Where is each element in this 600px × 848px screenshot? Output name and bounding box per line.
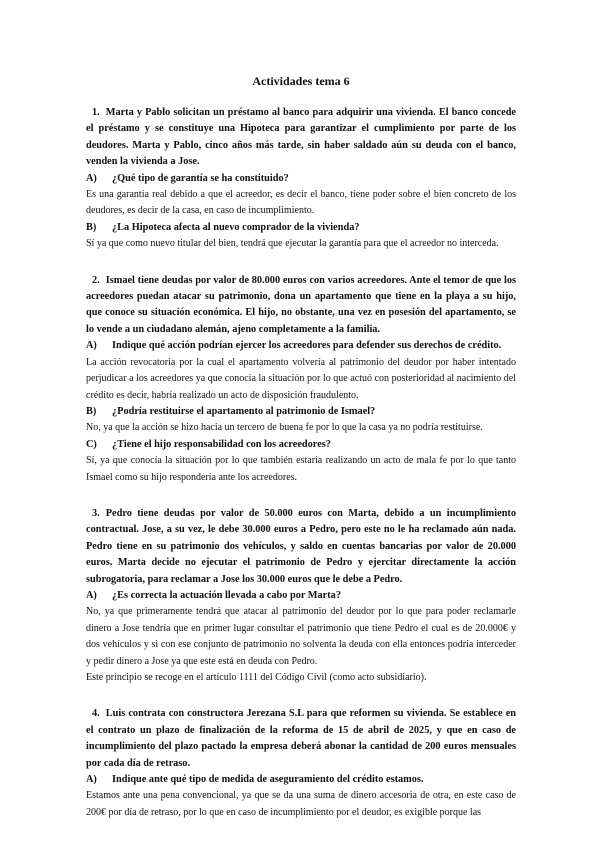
question-3-statement: 3. Pedro tiene deudas por valor de 50.000 euros con Marta, debido a un incumplimiento contractual. Jose, a su vez, le debe 30.000 euros a Pedro, pero este no le ha reclamado aún nada. Pedro tiene en su patrimonio dos vehículos, y saldo en cuentas bancarias por valor de 20.000 euros. Marta decide no ejecutar el patrimonio de Pedro y ejercitar directamente la acción subrogatoria, para reclamar a Jose los 30.000 euros que le debe a Pedro. — [86, 507, 516, 585]
answer-1b: Sí ya que como nuevo titular del bien, tendrá que ejecutar la garantía para que el acreedor no interceda. — [86, 238, 499, 250]
question-1a: A) ¿Qué tipo de garantía se ha constituido? — [86, 172, 289, 184]
question-2c: C) ¿Tiene el hijo responsabilidad con los acreedores? — [86, 438, 331, 450]
answer-2c: Sí, ya que conocía la situación por lo que también estaría realizando un acto de mala fe por lo que tanto Ismael como su hijo respondería ante los acreedores. — [86, 455, 516, 483]
answer-1a: Es una garantía real debido a que el acreedor, es decir el banco, tiene poder sobre el bien concreto de los deudores, es decir de la casa, en caso de incumplimiento. — [86, 189, 516, 217]
question-2-statement: 2. Ismael tiene deudas por valor de 80.000 euros con varios acreedores. Ante el temor de que los acreedores puedan atacar su patrimonio, dona un apartamento que tiene en la playa a su hijo, que conoce su situación económica. El hijo, no obstante, una vez en posesión del apartamento, se lo vende a un ciudadano alemán, ajeno completamente a la familia. — [86, 274, 516, 335]
answer-2b: No, ya que la acción se hizo hacia un tercero de buena fe por lo que la casa ya no podría restituirse. — [86, 422, 483, 434]
question-3a: A) ¿Es correcta la actuación llevada a cabo por Marta? — [86, 589, 341, 601]
question-2b: B) ¿Podría restituirse el apartamento al patrimonio de Ismael? — [86, 405, 376, 417]
question-4a: A) Indique ante qué tipo de medida de aseguramiento del crédito estamos. — [86, 774, 424, 786]
question-1-statement: 1. Marta y Pablo solicitan un préstamo al banco para adquirir una vivienda. El banco concede el préstamo y se constituye una Hipoteca para garantizar el cumplimiento por parte de los deudores. Marta y Pablo, cinco años más tarde, sin haber saldado aún su deuda con el banco, venden la vivienda a Jose. — [86, 107, 516, 168]
question-1b: B) ¿La Hipoteca afecta al nuevo comprador de la vivienda? — [86, 221, 360, 233]
question-4-statement: 4. Luis contrata con constructora Jerezana S.L para que reformen su vivienda. Se establece en el contrato un plazo de finalización de la reforma de 15 de abril de 2025, y que en caso de incumplimiento del plazo pactado la empresa deberá abonar la cantidad de 200 euros mensuales por cada día de retraso. — [86, 708, 516, 769]
answer-3a-extra: Este principio se recoge en el artículo 1111 del Código Civil (como acto subsidiario). — [86, 672, 427, 683]
answer-3a: No, ya que primeramente tendrá que atacar al patrimonio del deudor por lo que para poder reclamarle dinero a Jose tendría que en primer lugar consultar el patrimonio que tiene Pedro el cual es de 20.000€ y dos vehículos y si con ese conjunto de patrimonio no solventa la deuda con ella entonces podría interceder y pedir dinero a Jose ya que este está en deuda con Pedro. — [86, 606, 516, 667]
document-title: Actividades tema 6 — [252, 74, 350, 88]
answer-2a: La acción revocatoria por la cual el apartamento volvería al patrimonio del deudor por haber intentado perjudicar a los acreedores ya que conocía la situación por lo que actuó con posterioridad al nacimiento del crédito es decir, habría realizado un acto de disposición fraudulento. — [86, 356, 516, 401]
question-2a: A) Indique qué acción podrían ejercer los acreedores para defender sus derechos de crédito. — [86, 340, 502, 352]
answer-4a: Estamos ante una pena convencional, ya que se da una suma de dinero accesoria de otra, en este caso de 200€ por día de retraso, por lo que en caso de incumplimiento por el deudor, es exigible porque las — [86, 790, 516, 818]
